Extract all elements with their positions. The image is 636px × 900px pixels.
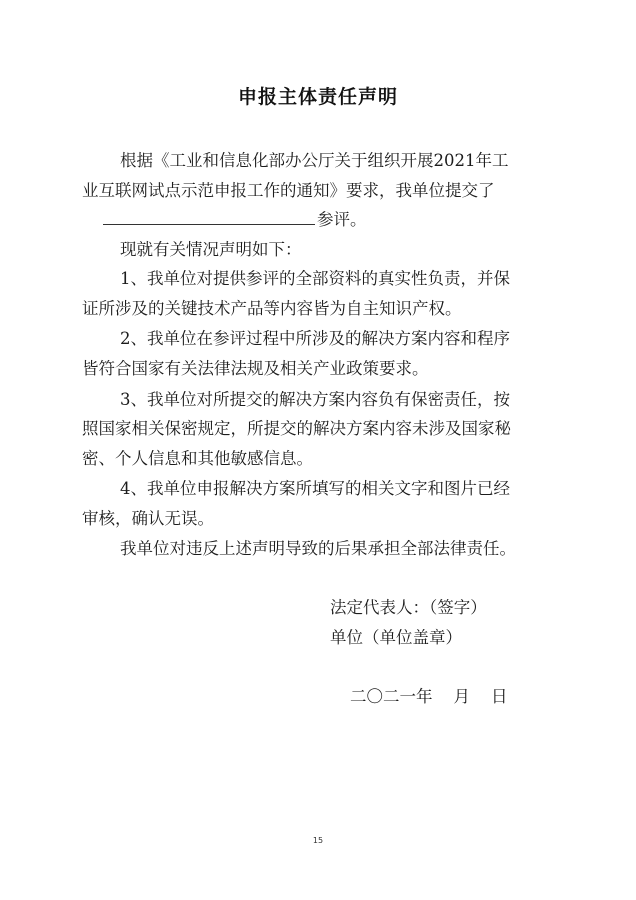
item-1-line-1: 1、我单位对提供参评的全部资料的真实性负责，并保 — [120, 269, 510, 288]
lead-text: 现就有关情况声明如下： — [120, 240, 302, 259]
item-4-line-1: 4、我单位申报解决方案所填写的相关文字和图片已经 — [120, 479, 510, 498]
legal-rep-signature: 法定代表人：（签字） — [330, 598, 487, 617]
unit-seal: 单位（单位盖章） — [330, 628, 462, 647]
intro-line-3 — [103, 206, 367, 230]
signature-date: 二〇二一年 月 日 — [350, 687, 508, 706]
item-1-line-2: 证所涉及的关键技术产品等内容皆为自主知识产权。 — [82, 299, 462, 318]
intro-line-2: 业互联网试点示范申报工作的通知》要求，我单位提交了 — [82, 181, 495, 200]
page-title: 申报主体责任声明 — [237, 86, 398, 108]
item-3-line-2: 照国家相关保密规定，所提交的解决方案内容未涉及国家秘 — [82, 419, 511, 438]
closing-statement: 我单位对违反上述声明导致的后果承担全部法律责任。 — [120, 539, 516, 558]
intro-line-3-suffix: 参评。 — [317, 210, 367, 229]
item-3-line-1: 3、我单位对所提交的解决方案内容负有保密责任，按 — [120, 390, 510, 409]
item-2-line-1: 2、我单位在参评过程中所涉及的解决方案内容和程序 — [120, 329, 510, 348]
page-number: 15 — [312, 836, 324, 845]
item-4-line-2: 审核，确认无误。 — [82, 509, 214, 528]
intro-line-1: 根据《工业和信息化部办公厅关于组织开展2021年工 — [120, 151, 509, 170]
item-3-line-3: 密、个人信息和其他敏感信息。 — [82, 449, 313, 468]
project-name-blank — [103, 210, 315, 225]
item-2-line-2: 皆符合国家有关法律法规及相关产业政策要求。 — [82, 359, 429, 378]
